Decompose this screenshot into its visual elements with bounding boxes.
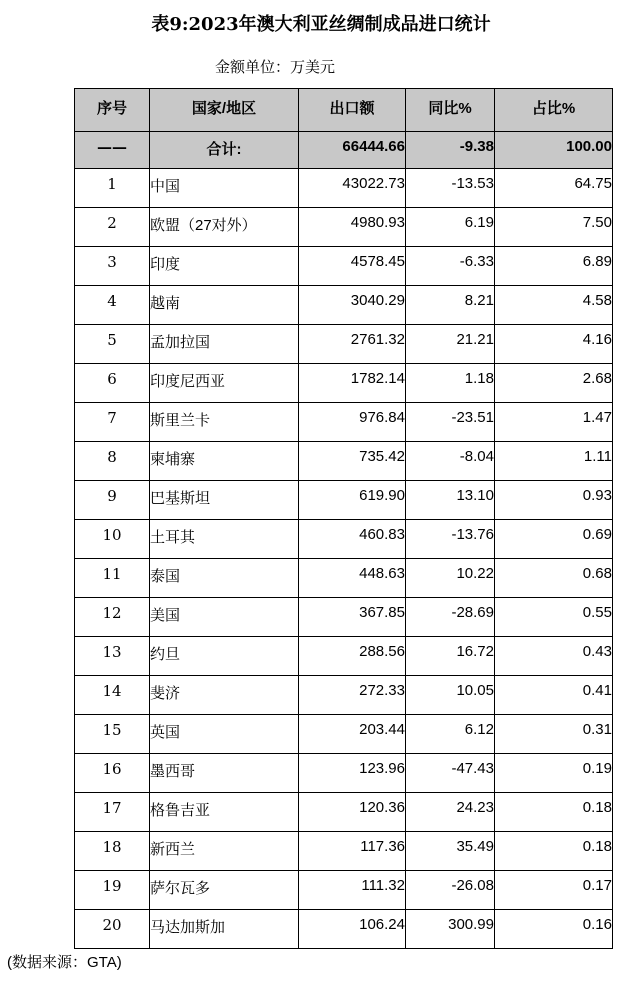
row-yoy-cell: -23.51 <box>406 403 495 442</box>
row-share-cell: 0.93 <box>495 481 613 520</box>
row-yoy-cell: 24.23 <box>406 793 495 832</box>
row-seq-cell: 3 <box>75 247 150 286</box>
row-export-cell: 976.84 <box>299 403 406 442</box>
row-yoy-cell: 1.18 <box>406 364 495 403</box>
row-country-cell: 欧盟（27对外） <box>150 208 299 247</box>
row-seq-cell: 1 <box>75 169 150 208</box>
table-row <box>75 481 613 520</box>
row-share-cell: 1.47 <box>495 403 613 442</box>
row-share-cell: 7.50 <box>495 208 613 247</box>
row-yoy-cell: 6.19 <box>406 208 495 247</box>
row-seq-cell: 2 <box>75 208 150 247</box>
row-seq-cell: 19 <box>75 871 150 910</box>
row-seq-cell: 4 <box>75 286 150 325</box>
table-row <box>75 910 613 949</box>
row-share-cell: 1.11 <box>495 442 613 481</box>
row-country-cell: 巴基斯坦 <box>150 481 299 520</box>
row-country-cell: 越南 <box>150 286 299 325</box>
header-country: 国家/地区 <box>150 89 299 132</box>
row-yoy-cell: -13.76 <box>406 520 495 559</box>
row-country-cell: 墨西哥 <box>150 754 299 793</box>
table-row <box>75 325 613 364</box>
row-export-cell: 43022.73 <box>299 169 406 208</box>
table-row <box>75 715 613 754</box>
row-country-cell: 柬埔寨 <box>150 442 299 481</box>
table-row <box>75 754 613 793</box>
row-export-cell: 735.42 <box>299 442 406 481</box>
row-yoy-cell: -28.69 <box>406 598 495 637</box>
row-export-cell: 460.83 <box>299 520 406 559</box>
table-row <box>75 286 613 325</box>
row-yoy-cell: -47.43 <box>406 754 495 793</box>
row-yoy-cell: 8.21 <box>406 286 495 325</box>
row-seq-cell: 12 <box>75 598 150 637</box>
row-seq-cell: 8 <box>75 442 150 481</box>
row-seq-cell: 10 <box>75 520 150 559</box>
row-share-cell: 0.18 <box>495 793 613 832</box>
row-export-cell: 288.56 <box>299 637 406 676</box>
table-row <box>75 871 613 910</box>
row-yoy-cell: 35.49 <box>406 832 495 871</box>
row-export-cell: 120.36 <box>299 793 406 832</box>
header-yoy: 同比% <box>406 89 495 132</box>
row-yoy-cell: 21.21 <box>406 325 495 364</box>
row-share-cell: 0.69 <box>495 520 613 559</box>
row-country-cell: 新西兰 <box>150 832 299 871</box>
row-yoy-cell: -26.08 <box>406 871 495 910</box>
row-export-cell: 1782.14 <box>299 364 406 403</box>
header-seq: 序号 <box>75 89 150 132</box>
table-row <box>75 364 613 403</box>
total-yoy-cell: -9.38 <box>406 132 495 169</box>
row-country-cell: 印度尼西亚 <box>150 364 299 403</box>
row-seq-cell: 11 <box>75 559 150 598</box>
table-row <box>75 793 613 832</box>
total-share-cell: 100.00 <box>495 132 613 169</box>
row-country-cell: 英国 <box>150 715 299 754</box>
table-row <box>75 598 613 637</box>
row-yoy-cell: 10.22 <box>406 559 495 598</box>
row-export-cell: 367.85 <box>299 598 406 637</box>
row-export-cell: 3040.29 <box>299 286 406 325</box>
row-country-cell: 萨尔瓦多 <box>150 871 299 910</box>
source-note: (数据来源：GTA) <box>7 954 122 971</box>
table-row <box>75 559 613 598</box>
row-country-cell: 印度 <box>150 247 299 286</box>
row-share-cell: 6.89 <box>495 247 613 286</box>
row-share-cell: 0.68 <box>495 559 613 598</box>
row-export-cell: 123.96 <box>299 754 406 793</box>
row-country-cell: 马达加斯加 <box>150 910 299 949</box>
row-export-cell: 111.32 <box>299 871 406 910</box>
import-stats-table <box>74 88 613 949</box>
table-row <box>75 520 613 559</box>
row-yoy-cell: -8.04 <box>406 442 495 481</box>
table-row <box>75 676 613 715</box>
row-share-cell: 0.17 <box>495 871 613 910</box>
row-export-cell: 203.44 <box>299 715 406 754</box>
row-yoy-cell: 6.12 <box>406 715 495 754</box>
row-seq-cell: 15 <box>75 715 150 754</box>
row-country-cell: 泰国 <box>150 559 299 598</box>
row-seq-cell: 16 <box>75 754 150 793</box>
row-export-cell: 4980.93 <box>299 208 406 247</box>
row-seq-cell: 14 <box>75 676 150 715</box>
row-export-cell: 117.36 <box>299 832 406 871</box>
row-share-cell: 4.16 <box>495 325 613 364</box>
table-row <box>75 637 613 676</box>
row-yoy-cell: -6.33 <box>406 247 495 286</box>
table-row <box>75 247 613 286</box>
row-export-cell: 272.33 <box>299 676 406 715</box>
total-row <box>75 132 613 169</box>
header-row <box>75 89 613 132</box>
row-share-cell: 0.19 <box>495 754 613 793</box>
total-export-cell: 66444.66 <box>299 132 406 169</box>
row-share-cell: 64.75 <box>495 169 613 208</box>
row-country-cell: 格鲁吉亚 <box>150 793 299 832</box>
row-country-cell: 美国 <box>150 598 299 637</box>
row-share-cell: 0.16 <box>495 910 613 949</box>
unit-note: 金额单位：万美元 <box>215 59 336 76</box>
row-seq-cell: 18 <box>75 832 150 871</box>
header-share: 占比% <box>495 89 613 132</box>
row-share-cell: 0.55 <box>495 598 613 637</box>
row-export-cell: 4578.45 <box>299 247 406 286</box>
table-row <box>75 169 613 208</box>
row-yoy-cell: -13.53 <box>406 169 495 208</box>
row-export-cell: 106.24 <box>299 910 406 949</box>
row-seq-cell: 20 <box>75 910 150 949</box>
row-export-cell: 619.90 <box>299 481 406 520</box>
row-share-cell: 0.31 <box>495 715 613 754</box>
row-country-cell: 斐济 <box>150 676 299 715</box>
page-title: 表9:2023年澳大利亚丝绸制成品进口统计 <box>151 14 491 35</box>
row-country-cell: 中国 <box>150 169 299 208</box>
table-row <box>75 442 613 481</box>
row-seq-cell: 17 <box>75 793 150 832</box>
total-seq-cell: —— <box>75 132 150 169</box>
row-share-cell: 2.68 <box>495 364 613 403</box>
row-seq-cell: 13 <box>75 637 150 676</box>
row-share-cell: 0.41 <box>495 676 613 715</box>
header-export: 出口额 <box>299 89 406 132</box>
row-seq-cell: 5 <box>75 325 150 364</box>
row-share-cell: 4.58 <box>495 286 613 325</box>
row-seq-cell: 6 <box>75 364 150 403</box>
row-seq-cell: 9 <box>75 481 150 520</box>
table-row <box>75 403 613 442</box>
row-yoy-cell: 300.99 <box>406 910 495 949</box>
row-seq-cell: 7 <box>75 403 150 442</box>
row-country-cell: 土耳其 <box>150 520 299 559</box>
row-yoy-cell: 10.05 <box>406 676 495 715</box>
row-export-cell: 2761.32 <box>299 325 406 364</box>
row-yoy-cell: 13.10 <box>406 481 495 520</box>
row-country-cell: 孟加拉国 <box>150 325 299 364</box>
row-yoy-cell: 16.72 <box>406 637 495 676</box>
row-country-cell: 斯里兰卡 <box>150 403 299 442</box>
row-share-cell: 0.18 <box>495 832 613 871</box>
row-share-cell: 0.43 <box>495 637 613 676</box>
total-country-cell: 合计: <box>150 132 299 169</box>
row-country-cell: 约旦 <box>150 637 299 676</box>
table-row <box>75 832 613 871</box>
table-row <box>75 208 613 247</box>
row-export-cell: 448.63 <box>299 559 406 598</box>
